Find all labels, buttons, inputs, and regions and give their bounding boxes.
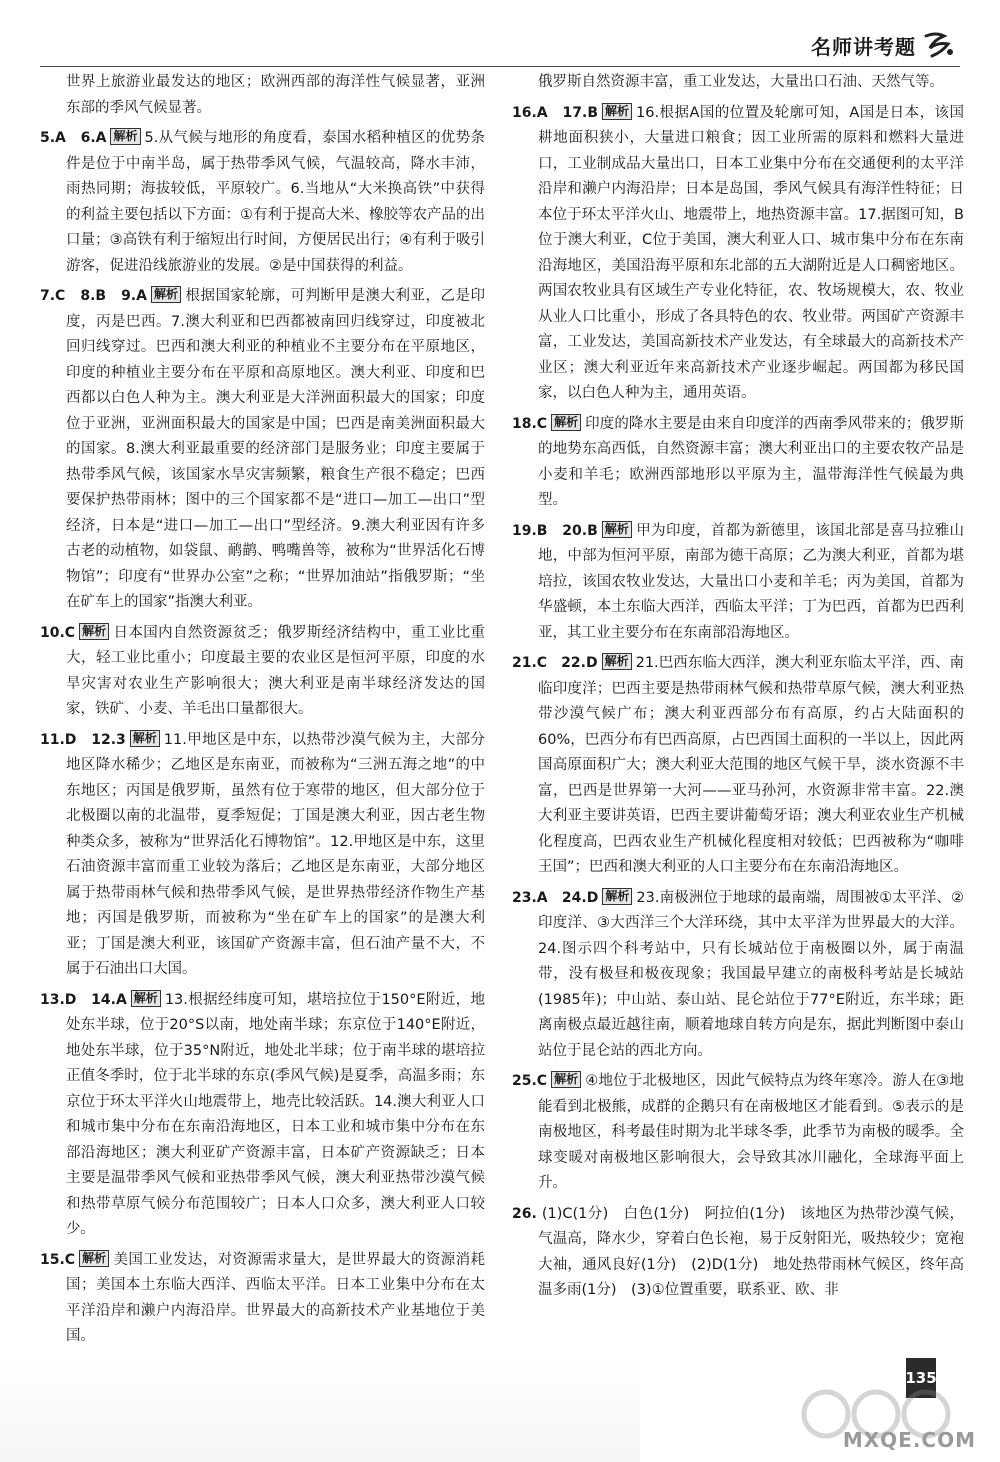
answer-text: ④地位于北极地区，因此气候特点为终年寒冷。游人在③地能看到北极熊，成群的企鹅只有在南极地区才能看到。⑤表示的是南极地区，科考最佳时期为北半球冬季，此季节为南极的暖季。全球变暖对南极地区影响很大，会导致其冰川融化，全球海平面上升。 <box>538 1073 964 1191</box>
question-number: 10.C <box>40 624 76 641</box>
header-divider <box>40 66 960 67</box>
analysis-badge: 解析 <box>110 128 140 145</box>
analysis-badge: 解析 <box>79 1250 109 1267</box>
question-number: 19.B 20.B <box>512 522 598 539</box>
page-number: 135 <box>906 1358 936 1398</box>
answer-text: 美国工业发达，对资源需求量大，是世界最大的资源消耗国；美国本土东临大西洋、西临太平洋。日本工业集中分布在太平洋沿岸和濑户内海沿岸。世界最大的高新技术产业基地位于美国。 <box>66 1251 485 1344</box>
question-number: 5.A 6.A <box>40 130 107 146</box>
answer-entry <box>40 621 485 723</box>
answer-entry <box>40 126 485 279</box>
question-number: 18.C <box>512 415 548 432</box>
answer-text: 甲为印度，首都为新德里，该国北部是喜马拉雅山地，中部为恒河平原，南部为德干高原；乙为澳大利亚，首都为堪培拉，该国农牧业发达，大量出口小麦和羊毛；丙为美国，首都为华盛顿，本土东临大西洋，西临太平洋；丁为巴西，首都为巴西利亚，其工业主要分布在东南部沿海地区。 <box>538 522 964 641</box>
question-number: 21.C 22.D <box>512 655 598 671</box>
right-column <box>512 70 964 1309</box>
answer-text: (1)C(1分) 白色(1分) 阿拉伯(1分) 该地区为热带沙漠气候，气温高，降水少，穿着白色长袍，易于反射阳光，吸热较少；宽袍大袖，通风良好(1分) (2)D(1分) 地处热带雨林气候区，终年高温多雨(1分) (3)①位置重要，联系亚、欧、非 <box>538 1205 965 1298</box>
answer-text: 日本国内自然资源贫乏；俄罗斯经济结构中，重工业比重大，轻工业比重小；印度最主要的农业区是恒河平原，印度的水旱灾害对农业生产影响很大；澳大利亚是南半球经济发达的国家，铁矿、小麦、羊毛出口量都很大。 <box>66 624 485 717</box>
analysis-badge: 解析 <box>602 653 632 670</box>
analysis-badge: 解析 <box>151 286 181 303</box>
analysis-badge: 解析 <box>131 990 161 1007</box>
answer-entry <box>512 886 964 1065</box>
question-number: 13.D 14.A <box>40 991 127 1008</box>
page-shadow <box>0 1362 640 1462</box>
analysis-badge: 解析 <box>551 414 581 431</box>
answer-entry <box>512 1069 964 1197</box>
answer-text: 印度的降水主要是由来自印度洋的西南季风带来的；俄罗斯的地势东高西低，自然资源丰富；澳大利亚出口的主要农牧产品是小麦和羊毛；欧洲西部地形以平原为主，温带海洋性气候最为典型。 <box>538 415 964 508</box>
answer-entry <box>512 101 964 407</box>
question-number: 11.D 12.3 <box>40 731 126 748</box>
analysis-badge: 解析 <box>602 521 632 538</box>
answer-text: 11.甲地区是中东，以热带沙漠气候为主，大部分地区降水稀少；乙地区是东南亚，而被称为“三洲五海之地”的中东地区；丙国是俄罗斯，虽然有位于寒带的地区，但大部分位于北极圈以南的北温带，夏季短促；丁国是澳大利亚，因古老生物种类众多，被称为“世界活化石博物馆”。12.甲地区是中东，这里石油资源丰富而重工业较为落后；乙地区是东南亚，大部分地区属于热带雨林气候和热带季风气候，是世界热带经济作物生产基地；丙国是俄罗斯，而被称为“坐在矿车上的国家”的是澳大利亚；丁国是澳大利亚，该国矿产资源丰富，但石油产量不大，不属于石油出口大国。 <box>66 731 485 977</box>
answer-text: 5.从气候与地形的角度看，泰国水稻种植区的优势条件是位于中南半岛，属于热带季风气候，气温较高，降水丰沛，雨热同期；海拔较低，平原较广。6.当地从“大米换高铁”中获得的利益主要包括以下方面：①有利于提高大米、橡胶等农产品的出口量；③高铁有利于缩短出行时间，方便居民出行；④有利于吸引游客，促进沿线旅游业的发展。②是中国获得的利益。 <box>66 130 485 274</box>
continued-text: 俄罗斯自然资源丰富，重工业发达，大量出口石油、天然气等。 <box>538 74 944 90</box>
answer-entry <box>40 284 485 616</box>
answer-entry <box>512 412 964 514</box>
answer-text: 13.根据经纬度可知，堪培拉位于150°E附近，地处东半球，位于20°S以南，地处南半球；东京位于140°E附近，地处东半球，位于35°N附近，地处北半球；位于南半球的堪培拉正值冬季时，位于北半球的东京(季风气候)是夏季，高温多雨；东京位于环太平洋火山地震带上，地壳比较活跃。14.澳大利亚人口和城市集中分布在东南沿海地区，日本工业和城市集中分布在东部沿海地区；澳大利亚矿产资源丰富，日本矿产资源缺乏；日本主要是温带季风气候和亚热带季风气候，澳大利亚热带沙漠气候和热带草原气候分布范围较广；日本人口众多，澳大利亚人口较少。 <box>66 991 485 1237</box>
page-header <box>811 30 956 60</box>
answer-text: 23.南极洲位于地球的最南端，周围被①太平洋、②印度洋、③大西洋三个大洋环绕，其中太平洋为世界最大的大洋。24.图示四个科考站中，只有长城站位于南极圈以外，属于南温带，没有极昼和极夜现象；我国最早建立的南极科考站是长城站(1985年)；中山站、泰山站、昆仑站位于77°E附近，东半球；距离南极点最近越往南，顺着地球自转方向是东，据此判断图中泰山站位于昆仑站的西北方向。 <box>538 889 964 1059</box>
answer-entry <box>512 1202 964 1304</box>
question-number: 7.C 8.B 9.A <box>40 288 147 304</box>
answer-entry <box>40 728 485 983</box>
question-number: 16.A 17.B <box>512 104 599 121</box>
series-title: 名师讲考题 <box>811 34 916 59</box>
analysis-badge: 解析 <box>551 1071 581 1088</box>
answer-text: 16.根据A国的位置及轮廓可知，A国是日本，该国耕地面积狭小，大量进口粮食；因工业所需的原料和燃料大量进口，工业制成品大量出口，日本工业集中分布在交通便利的太平洋沿岸和濑户内海沿岸；日本是岛国，季风气候具有海洋性特征；日本位于环太平洋火山、地震带上，地热资源丰富。17.据图可知，B位于澳大利亚，C位于美国，澳大利亚人口、城市集中分布在东南沿海地区，美国沿海平原和东北部的五大湖附近是人口稠密地区。两国农牧业具有区域生产专业化特征，农、牧场规模大，农、牧业从业人口比重小，形成了各具特色的农、牧业带。两国矿产资源丰富，工业发达，美国高新技术产业发达，有全球最大的高新技术产业区；澳大利亚近年来高新技术产业逐步崛起。两国都为移民国家，以白色人种为主，通用英语。 <box>538 104 965 401</box>
analysis-badge: 解析 <box>602 103 632 120</box>
question-number: 25.C <box>512 1073 548 1089</box>
answer-entry <box>40 988 485 1243</box>
answer-entry <box>512 651 964 881</box>
answer-text: 21.巴西东临大西洋，澳大利亚东临太平洋，西、南临印度洋；巴西主要是热带雨林气候和热带草原气候，澳大利亚热带沙漠气候广布；澳大利亚西部分布有高原，约占大陆面积的60%，巴西分布有巴西高原，占巴西国土面积的一半以上，因此两国高原面积广大；澳大利亚大范围的地区气候干旱，淡水资源不丰富，巴西是世界第一大河——亚马孙河，水资源非常丰富。22.澳大利亚主要讲英语，巴西主要讲葡萄牙语；澳大利亚农业生产机械化程度高，巴西农业生产机械化程度相对较低；巴西被称为“咖啡王国”；巴西和澳大利亚的人口主要分布在东南沿海地区。 <box>538 655 964 875</box>
answer-entry <box>40 1248 485 1350</box>
answer-text: 根据国家轮廓，可判断甲是澳大利亚，乙是印度，丙是巴西。7.澳大利亚和巴西都被南回归线穿过，印度被北回归线穿过。巴西和澳大利亚的种植业不主要分布在平原地区，印度的种植业主要分布在平原和高原地区。澳大利亚、印度和巴西都以白色人种为主。澳大利亚是大洋洲面积最大的国家；印度位于亚洲，亚洲面积最大的国家是中国；巴西是南美洲面积最大的国家。8.澳大利亚最重要的经济部门是服务业；印度主要属于热带季风气候，该国家水旱灾害频繁，粮食生产很不稳定；巴西要保护热带雨林；图中的三个国家都不是“进口—加工—出口”型经济，日本是“进口—加工—出口”型经济。9.澳大利亚因有许多古老的动植物，如袋鼠、鸸鹋、鸭嘴兽等，被称为“世界活化石博物馆”；印度有“世界办公室”之称；“世界加油站”指俄罗斯；“坐在矿车上的国家”指澳大利亚。 <box>66 288 485 610</box>
question-number: 15.C <box>40 1251 76 1268</box>
question-number: 26. <box>512 1205 537 1222</box>
question-number: 23.A 24.D <box>512 889 599 906</box>
analysis-badge: 解析 <box>79 623 109 640</box>
watermark-text: MXQE.COM <box>842 1428 976 1452</box>
left-column <box>40 70 485 1355</box>
continued-text: 世界上旅游业最发达的地区；欧洲西部的海洋性气候显著，亚洲东部的季风气候显著。 <box>66 74 485 116</box>
swirl-logo-icon <box>922 30 956 60</box>
analysis-badge: 解析 <box>602 888 632 905</box>
answer-entry <box>512 519 964 647</box>
analysis-badge: 解析 <box>130 730 160 747</box>
